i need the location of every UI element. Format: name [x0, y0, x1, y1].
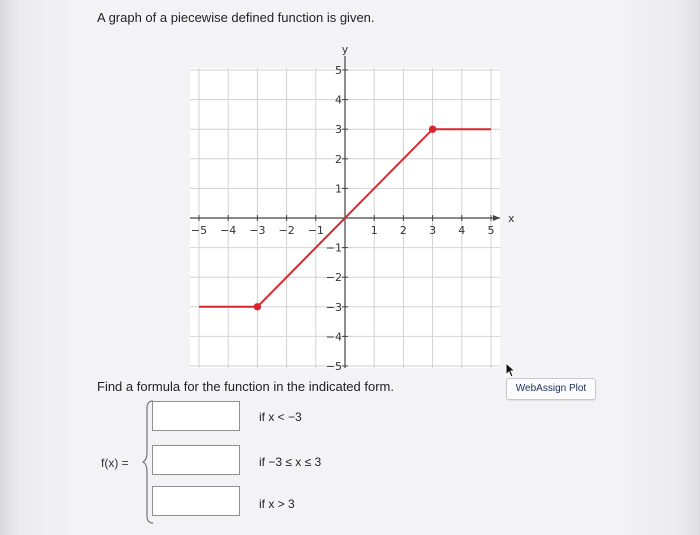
function-endpoint: [429, 126, 435, 132]
y-tick-label: 2: [335, 152, 342, 166]
question-text: A graph of a piecewise defined function is given.: [97, 10, 375, 25]
x-tick-label: 3: [429, 224, 437, 237]
x-tick-label: −4: [220, 224, 237, 237]
x-tick-label: 1: [370, 224, 378, 237]
x-axis-label: x: [508, 212, 515, 225]
y-tick-label: 1: [335, 182, 342, 196]
piece1-input[interactable]: [152, 401, 240, 431]
x-tick-label: 2: [399, 224, 407, 237]
piece1-input-field[interactable]: [153, 402, 239, 430]
instruction-text: Find a formula for the function in the indicated form.: [97, 379, 394, 394]
mouse-cursor-icon: [505, 362, 517, 378]
piece1-condition: if x < −3: [259, 410, 302, 424]
x-tick-label: 5: [487, 224, 495, 237]
y-tick-label: 5: [335, 64, 342, 77]
y-tick-label: −1: [325, 241, 342, 255]
x-tick-label: −1: [307, 224, 324, 237]
y-tick-label: −2: [325, 271, 342, 285]
function-endpoint: [254, 304, 260, 310]
piece2-input[interactable]: [152, 445, 240, 475]
fx-label: f(x) =: [101, 456, 129, 470]
y-tick-label: −3: [325, 300, 342, 314]
y-tick-label: −4: [325, 330, 342, 344]
y-tick-label: 4: [335, 93, 342, 107]
piece2-condition: if −3 ≤ x ≤ 3: [259, 455, 322, 469]
piece3-input[interactable]: [152, 486, 240, 516]
y-axis-label: y: [341, 43, 349, 56]
piece3-input-field[interactable]: [153, 487, 239, 515]
y-tick-label: 3: [335, 123, 342, 137]
piece3-condition: if x > 3: [259, 497, 295, 511]
x-tick-label: 4: [458, 224, 466, 237]
x-tick-label: −3: [249, 224, 266, 237]
x-tick-label: −2: [278, 224, 295, 237]
y-tick-label: −5: [325, 360, 342, 373]
webassign-plot-button[interactable]: WebAssign Plot: [506, 378, 596, 400]
x-tick-label: −5: [190, 224, 208, 237]
piece2-input-field[interactable]: [153, 446, 239, 474]
